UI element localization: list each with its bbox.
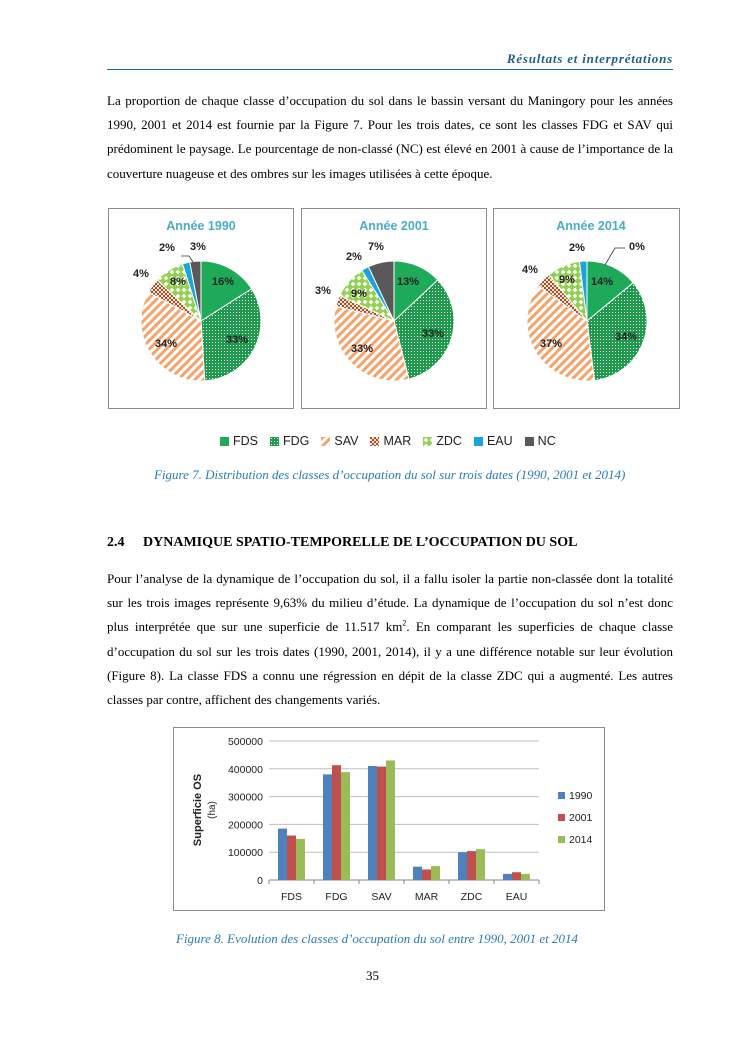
legend-label-nc: NC [537, 434, 556, 448]
pie-label-fdg: 34% [614, 331, 638, 343]
pie-title: Année 2001 [359, 219, 429, 233]
pie-label-fdg: 33% [225, 334, 249, 346]
bar-fdg-2014 [341, 772, 350, 880]
legend-item-zdc [423, 434, 462, 448]
y-axis-unit: (ha) [207, 801, 218, 819]
legend-swatch-sav [321, 437, 330, 446]
legend-swatch-fill [321, 437, 330, 446]
y-tick-label: 100000 [227, 847, 263, 860]
pie-chart-2001 [301, 208, 487, 409]
section-title: DYNAMIQUE SPATIO-TEMPORELLE DE L’OCCUPATION DU SOL [143, 535, 578, 550]
y-tick-label: 500000 [227, 736, 263, 748]
bar-legend-label-2001: 2001 [569, 812, 593, 824]
bar-chart-svg [174, 728, 604, 910]
y-tick-label: 400000 [227, 763, 263, 776]
legend-label-zdc: ZDC [436, 434, 462, 448]
bar-sav-1990 [368, 766, 377, 880]
bar-zdc-2014 [476, 849, 485, 880]
pie-label-fds: 13% [396, 276, 420, 288]
analysis-text-part2: . En comparant les superficies de chaque classe d’occupation du sol sur les trois dates (1990, 2001, 2014), il y a une différence notable sur leur évolution (Figure 8). La classe FDS a connu une régression en dépit de la classe ZDC qui a augmenté. Les autres classes par contre, affichent des changements variés. [107, 619, 673, 708]
bar-zdc-2001 [467, 851, 476, 880]
legend-swatch-zdc [423, 437, 432, 446]
legend-item-eau [474, 434, 513, 448]
pie-chart-2001-svg [302, 209, 486, 408]
pie-label-sav: 34% [154, 338, 178, 350]
pie-chart-1990 [108, 208, 294, 409]
pie-label-nc: 0% [629, 241, 645, 253]
x-tick-label: FDG [325, 891, 348, 903]
legend-swatch-fill [270, 437, 279, 446]
bar-mar-1990 [413, 867, 422, 880]
bar-legend-label-1990: 1990 [569, 790, 593, 802]
bar-legend-swatch-2001 [558, 814, 565, 821]
y-tick-label: 200000 [227, 819, 263, 832]
pie-chart-2014 [493, 208, 680, 409]
section-heading [107, 535, 577, 551]
pie-label-nc: 7% [368, 241, 384, 253]
pie-label-fds: 16% [211, 276, 235, 288]
bar-eau-2014 [521, 874, 530, 880]
x-tick-label: FDS [281, 891, 302, 903]
legend-swatch-fill [220, 437, 229, 446]
legend-swatch-fds [220, 437, 229, 446]
legend-label-fdg: FDG [283, 434, 310, 448]
legend-item-sav [321, 434, 358, 448]
pie-label-zdc: 9% [351, 288, 367, 300]
pie-label-zdc: 9% [559, 274, 575, 286]
legend-item-nc [525, 434, 556, 448]
bar-fds-2014 [296, 839, 305, 880]
bar-mar-2001 [422, 869, 431, 880]
legend-swatch-nc [525, 437, 534, 446]
legend-label-fds: FDS [233, 434, 258, 448]
bar-eau-2001 [512, 872, 521, 880]
y-tick-label: 300000 [227, 791, 263, 804]
pie-label-nc: 3% [190, 241, 206, 253]
x-tick-label: EAU [505, 891, 528, 903]
x-tick-label: ZDC [460, 891, 483, 903]
pie-legend [220, 433, 556, 449]
bar-fdg-1990 [323, 774, 332, 880]
pie-label-eau: 2% [159, 242, 175, 254]
bar-fdg-2001 [332, 765, 341, 880]
pie-label-sav: 37% [539, 338, 563, 350]
header-rule [107, 69, 673, 70]
legend-label-mar: MAR [383, 434, 412, 448]
legend-swatch-fill [423, 437, 432, 446]
pie-label-fdg: 33% [421, 328, 445, 340]
intro-paragraph: La proportion de chaque classe d’occupation du sol dans le bassin versant du Maningory pour les années 1990, 2001 et 2014 est fournie par la Figure 7. Pour les trois dates, ce sont les classes FDG et SAV qui prédominent le paysage. Le pourcentage de non-classé (NC) est élevé en 2001 à cause de l’importance de la couverture nuageuse et des ombres sur les images utilisées à cette époque. [107, 93, 673, 181]
bar-legend-label-2014: 2014 [569, 834, 593, 846]
bar-chart-figure-8 [173, 727, 605, 911]
x-tick-label: MAR [414, 891, 439, 903]
legend-item-fds [220, 434, 258, 448]
pie-leader-line [181, 256, 193, 262]
figure-7-caption: Figure 7. Distribution des classes d’occupation du sol sur trois dates (1990, 2001 et 2014) [154, 467, 626, 482]
pie-label-eau: 2% [569, 242, 585, 254]
legend-label-sav: SAV [334, 434, 359, 448]
legend-item-mar [370, 434, 411, 448]
pie-label-zdc: 8% [170, 276, 186, 288]
section-number: 2.4 [107, 535, 125, 550]
bar-fds-1990 [278, 829, 287, 880]
pie-label-mar: 4% [133, 268, 149, 280]
running-header-title: Résultats et interprétations [506, 51, 673, 66]
bar-zdc-1990 [458, 852, 467, 880]
pie-label-eau: 2% [346, 251, 362, 263]
pie-leader-line [605, 248, 625, 265]
pie-chart-2014-svg [494, 209, 679, 408]
legend-swatch-mar [370, 437, 379, 446]
legend-label-eau: EAU [486, 434, 513, 448]
pie-label-mar: 3% [315, 285, 331, 297]
bar-eau-1990 [503, 874, 512, 880]
pie-label-sav: 33% [350, 343, 374, 355]
page-number: 35 [366, 968, 379, 983]
bar-sav-2001 [377, 767, 386, 880]
pie-label-mar: 4% [522, 264, 538, 276]
superscript-2: 2 [402, 619, 407, 629]
pie-label-fds: 14% [590, 276, 614, 288]
pie-chart-1990-svg [109, 209, 293, 408]
bar-legend-swatch-2014 [558, 836, 565, 843]
pie-title: Année 1990 [166, 219, 236, 233]
legend-swatch-fill [525, 437, 534, 446]
pie-title: Année 2014 [556, 219, 626, 233]
x-tick-label: SAV [371, 891, 392, 903]
bar-sav-2014 [386, 760, 395, 880]
analysis-text-part1: Pour l’analyse de la dynamique de l’occupation du sol, il a fallu isoler la partie non-classée dont la totalité sur les trois images représente 9,63% du milieu d’étude. La dynamique de l’occupation du sol n’est donc plus interprétée que sur une superficie de 11.517 km [107, 571, 673, 635]
legend-swatch-fill [370, 437, 379, 446]
y-tick-label: 0 [257, 875, 263, 887]
bar-legend-swatch-1990 [558, 792, 565, 799]
y-axis-label: Superficie OS [192, 773, 204, 847]
legend-swatch-fdg [270, 437, 279, 446]
bar-mar-2014 [431, 866, 440, 880]
figure-8-caption: Figure 8. Evolution des classes d’occupation du sol entre 1990, 2001 et 2014 [176, 931, 578, 946]
bar-fds-2001 [287, 836, 296, 880]
legend-swatch-eau [474, 437, 483, 446]
legend-swatch-fill [474, 437, 483, 446]
legend-item-fdg [270, 434, 309, 448]
analysis-paragraph [107, 567, 673, 712]
